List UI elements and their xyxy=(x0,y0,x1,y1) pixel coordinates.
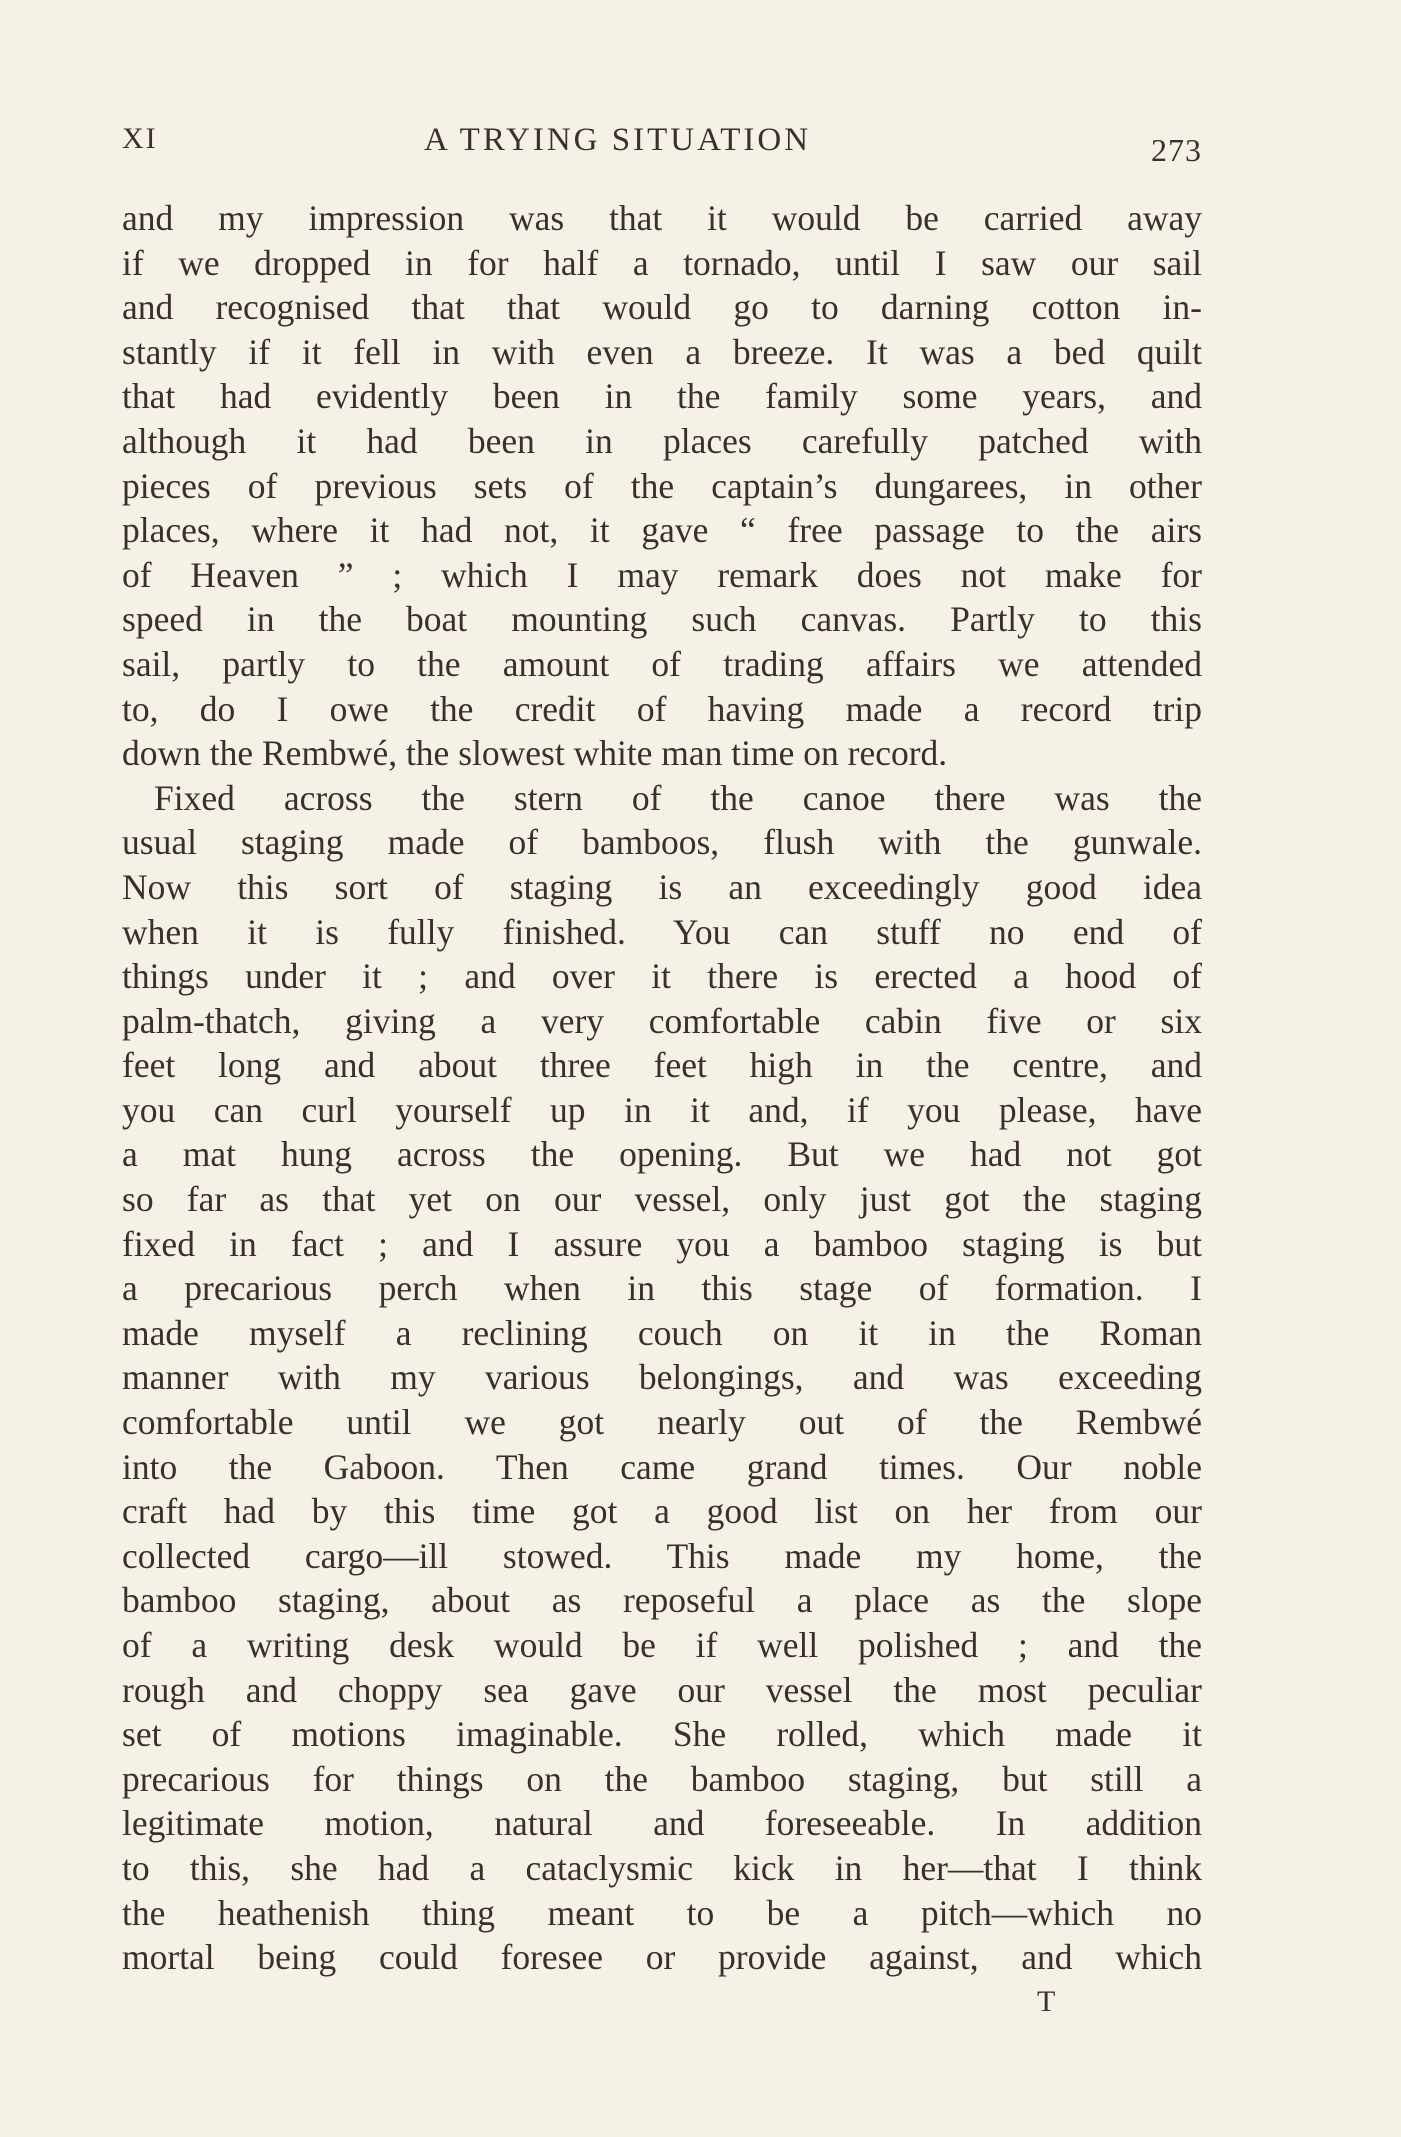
text-line: speed in the boat mounting such canvas. Partly to this xyxy=(122,599,1202,640)
text-line: palm-thatch, giving a very comfortable cabin five or six xyxy=(122,1000,1202,1041)
running-head xyxy=(122,118,1202,168)
text-line: places, where it had not, it gave “ free passage to the airs xyxy=(122,510,1202,551)
text-line: bamboo staging, about as reposeful a place as the slope xyxy=(122,1580,1202,1621)
text-line: Now this sort of staging is an exceedingly good idea xyxy=(122,866,1202,907)
body-text xyxy=(122,196,1202,1980)
text-line: stantly if it fell in with even a breeze. It was a bed quilt xyxy=(122,331,1202,372)
text-line: things under it ; and over it there is erected a hood of xyxy=(122,956,1202,997)
text-line: legitimate motion, natural and foreseeable. In addition xyxy=(122,1803,1202,1844)
page-number: 273 xyxy=(1151,132,1202,168)
text-line: sail, partly to the amount of trading affairs we attended xyxy=(122,643,1202,684)
text-line: to, do I owe the credit of having made a record trip xyxy=(122,688,1202,729)
signature-mark: T xyxy=(1037,1985,1056,2018)
text-line: usual staging made of bamboos, flush with the gunwale. xyxy=(122,822,1202,863)
text-line: craft had by this time got a good list on her from our xyxy=(122,1491,1202,1532)
running-title: A TRYING SITUATION xyxy=(424,122,812,158)
text-line: into the Gaboon. Then came grand times. Our noble xyxy=(122,1446,1202,1487)
text-line: the heathenish thing meant to be a pitch—which no xyxy=(122,1892,1202,1933)
text-line: a mat hung across the opening. But we had not got xyxy=(122,1134,1202,1175)
text-line: although it had been in places carefully patched with xyxy=(122,420,1202,461)
text-line: so far as that yet on our vessel, only just got the staging xyxy=(122,1179,1202,1220)
text-line: and recognised that that would go to darning cotton in- xyxy=(122,287,1202,328)
text-line: mortal being could foresee or provide against, and which xyxy=(122,1937,1202,1978)
text-line: a precarious perch when in this stage of formation. I xyxy=(122,1268,1202,1309)
text-line: feet long and about three feet high in the centre, and xyxy=(122,1045,1202,1086)
text-line: comfortable until we got nearly out of the Rembwé xyxy=(122,1402,1202,1443)
text-line: you can curl yourself up in it and, if you please, have xyxy=(122,1089,1202,1130)
text-line: of a writing desk would be if well polished ; and the xyxy=(122,1625,1202,1665)
text-line: manner with my various belongings, and was exceeding xyxy=(122,1357,1202,1398)
text-line: and my impression was that it would be carried away xyxy=(122,198,1202,238)
text-line: fixed in fact ; and I assure you a bamboo staging is but xyxy=(122,1223,1202,1264)
text-line: collected cargo—ill stowed. This made my home, the xyxy=(122,1535,1202,1576)
text-line: when it is fully finished. You can stuff no end of xyxy=(122,911,1202,952)
text-line: down the Rembwé, the slowest white man time on record. xyxy=(122,733,948,774)
text-line: set of motions imaginable. She rolled, which made it xyxy=(122,1714,1202,1755)
text-line: made myself a reclining couch on it in the Roman xyxy=(122,1312,1202,1353)
text-line: to this, she had a cataclysmic kick in her—that I think xyxy=(122,1847,1202,1888)
text-line: pieces of previous sets of the captain’s dungarees, in other xyxy=(122,465,1202,506)
text-line: that had evidently been in the family some years, and xyxy=(122,376,1202,417)
text-line: if we dropped in for half a tornado, until I saw our sail xyxy=(122,242,1202,283)
chapter-number: XI xyxy=(122,122,158,155)
text-line: Fixed across the stern of the canoe there was the xyxy=(154,777,1202,818)
text-line: rough and choppy sea gave our vessel the most peculiar xyxy=(122,1669,1202,1710)
text-line: of Heaven ” ; which I may remark does not make for xyxy=(122,554,1202,595)
text-line: precarious for things on the bamboo staging, but still a xyxy=(122,1758,1202,1799)
